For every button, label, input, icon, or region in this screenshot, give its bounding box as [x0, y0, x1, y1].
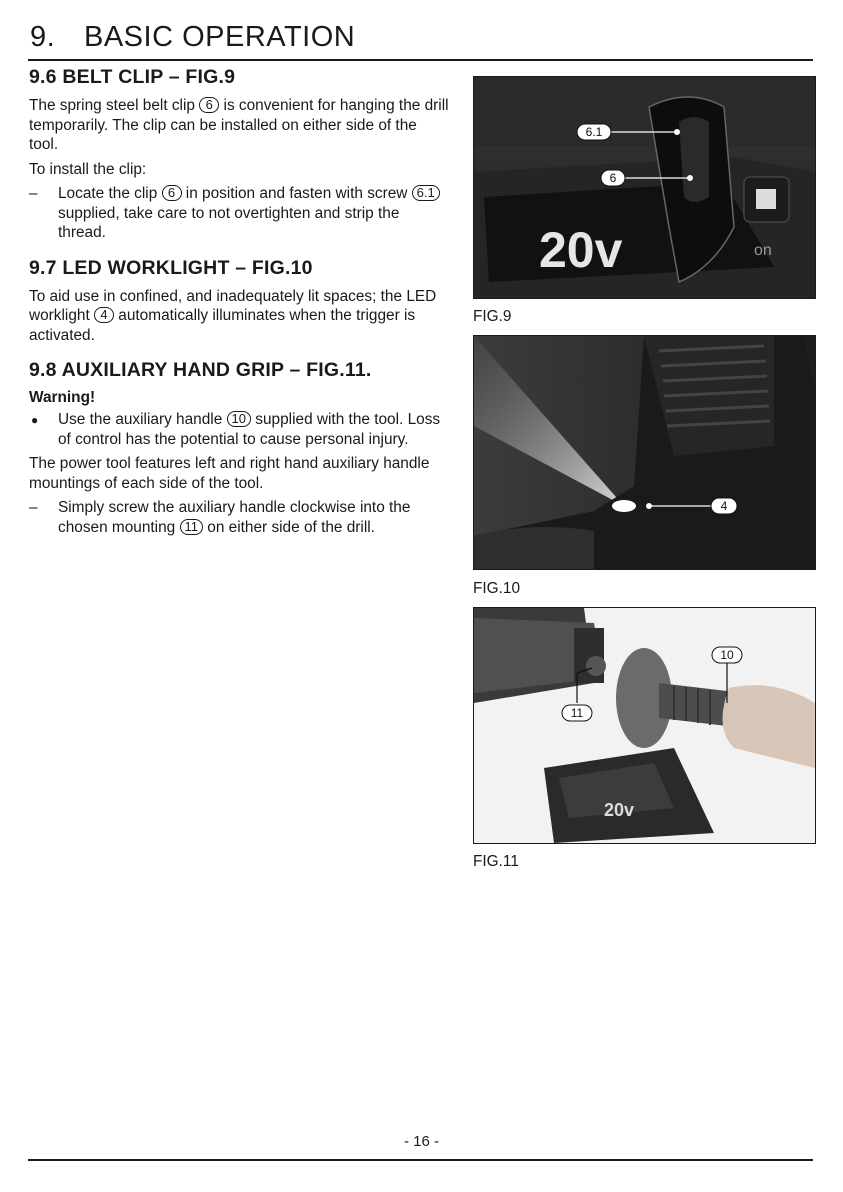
callout-ref: 6.1 — [412, 185, 440, 201]
text-run: Locate the clip — [58, 185, 162, 202]
paragraph — [29, 96, 449, 155]
text-run: on either side of the drill. — [203, 518, 375, 536]
list-item — [29, 498, 449, 537]
text-run: The spring steel belt clip — [29, 97, 200, 114]
callout-ref: 4 — [94, 307, 114, 323]
dash-marker: – — [29, 499, 38, 516]
instructions-column — [29, 66, 449, 551]
figure-10-caption: FIG.10 — [473, 580, 521, 597]
figure-9-photo — [473, 76, 816, 299]
battery-label: 20v — [539, 222, 623, 278]
dash-marker: – — [29, 185, 38, 202]
led-worklight-illustration — [474, 336, 815, 569]
figure-11-photo — [473, 607, 816, 844]
text-run: supplied, take care to not overtighten and strip the thread. — [58, 204, 400, 241]
callout-4: 4 — [720, 499, 728, 513]
callout-6: 6 — [609, 171, 617, 185]
text-run: To aid use in confined, and inadequately lit spaces; the LED worklight — [29, 287, 437, 324]
footer-divider — [28, 1159, 813, 1161]
callout-6-1: 6.1 — [585, 125, 603, 139]
figure-11-caption: FIG.11 — [473, 853, 519, 870]
section-heading: 9.6 BELT CLIP – FIG.9 — [29, 66, 236, 88]
section-led-worklight — [29, 257, 449, 346]
list-item — [29, 184, 449, 243]
battery-label: 20v — [604, 800, 635, 820]
section-heading: 9.7 LED WORKLIGHT – FIG.10 — [29, 256, 313, 279]
figure-9-caption: FIG.9 — [473, 308, 512, 325]
bullet-item — [29, 410, 449, 449]
section-heading: 9.8 AUXILIARY HAND GRIP – FIG.11. — [29, 359, 372, 381]
text-run: is convenient for hanging the drill temporarily. The clip can be installed on either side of the tool. — [29, 97, 449, 153]
callout-ref: 6 — [199, 97, 219, 113]
auxiliary-grip-illustration — [474, 608, 815, 843]
section-belt-clip — [29, 66, 449, 243]
callout-11: 11 — [570, 706, 584, 720]
title-divider — [28, 59, 813, 61]
callout-ref: 10 — [227, 411, 251, 427]
callout-ref: 11 — [180, 519, 204, 535]
chapter-number: 9. — [30, 21, 56, 53]
figure-10-photo — [473, 335, 816, 570]
bullet-marker: ● — [31, 413, 39, 427]
chapter-title: BASIC OPERATION — [84, 21, 356, 53]
text-run: in position and fasten with screw — [181, 185, 412, 202]
text-run: Use the auxiliary handle — [58, 411, 227, 428]
section-auxiliary-grip — [29, 359, 449, 537]
callout-10: 10 — [720, 648, 734, 662]
text-run: automatically illuminates when the trigger is activated. — [29, 307, 416, 344]
page-title — [30, 21, 355, 54]
text-run: Simply screw the auxiliary handle clockwise into the chosen mounting — [58, 499, 411, 536]
callout-ref: 6 — [162, 185, 182, 201]
warning-label: Warning! — [29, 389, 96, 406]
page-number: - 16 - — [403, 1133, 439, 1150]
belt-clip-illustration — [474, 77, 815, 298]
paragraph — [29, 287, 449, 346]
paragraph: The power tool features left and right hand auxiliary handle mountings of each side of the tool. — [29, 455, 430, 492]
text-run: supplied with the tool. Loss of control has the potential to cause personal injury. — [58, 411, 441, 448]
brand-fragment: on — [754, 242, 772, 259]
paragraph: To install the clip: — [29, 160, 147, 178]
